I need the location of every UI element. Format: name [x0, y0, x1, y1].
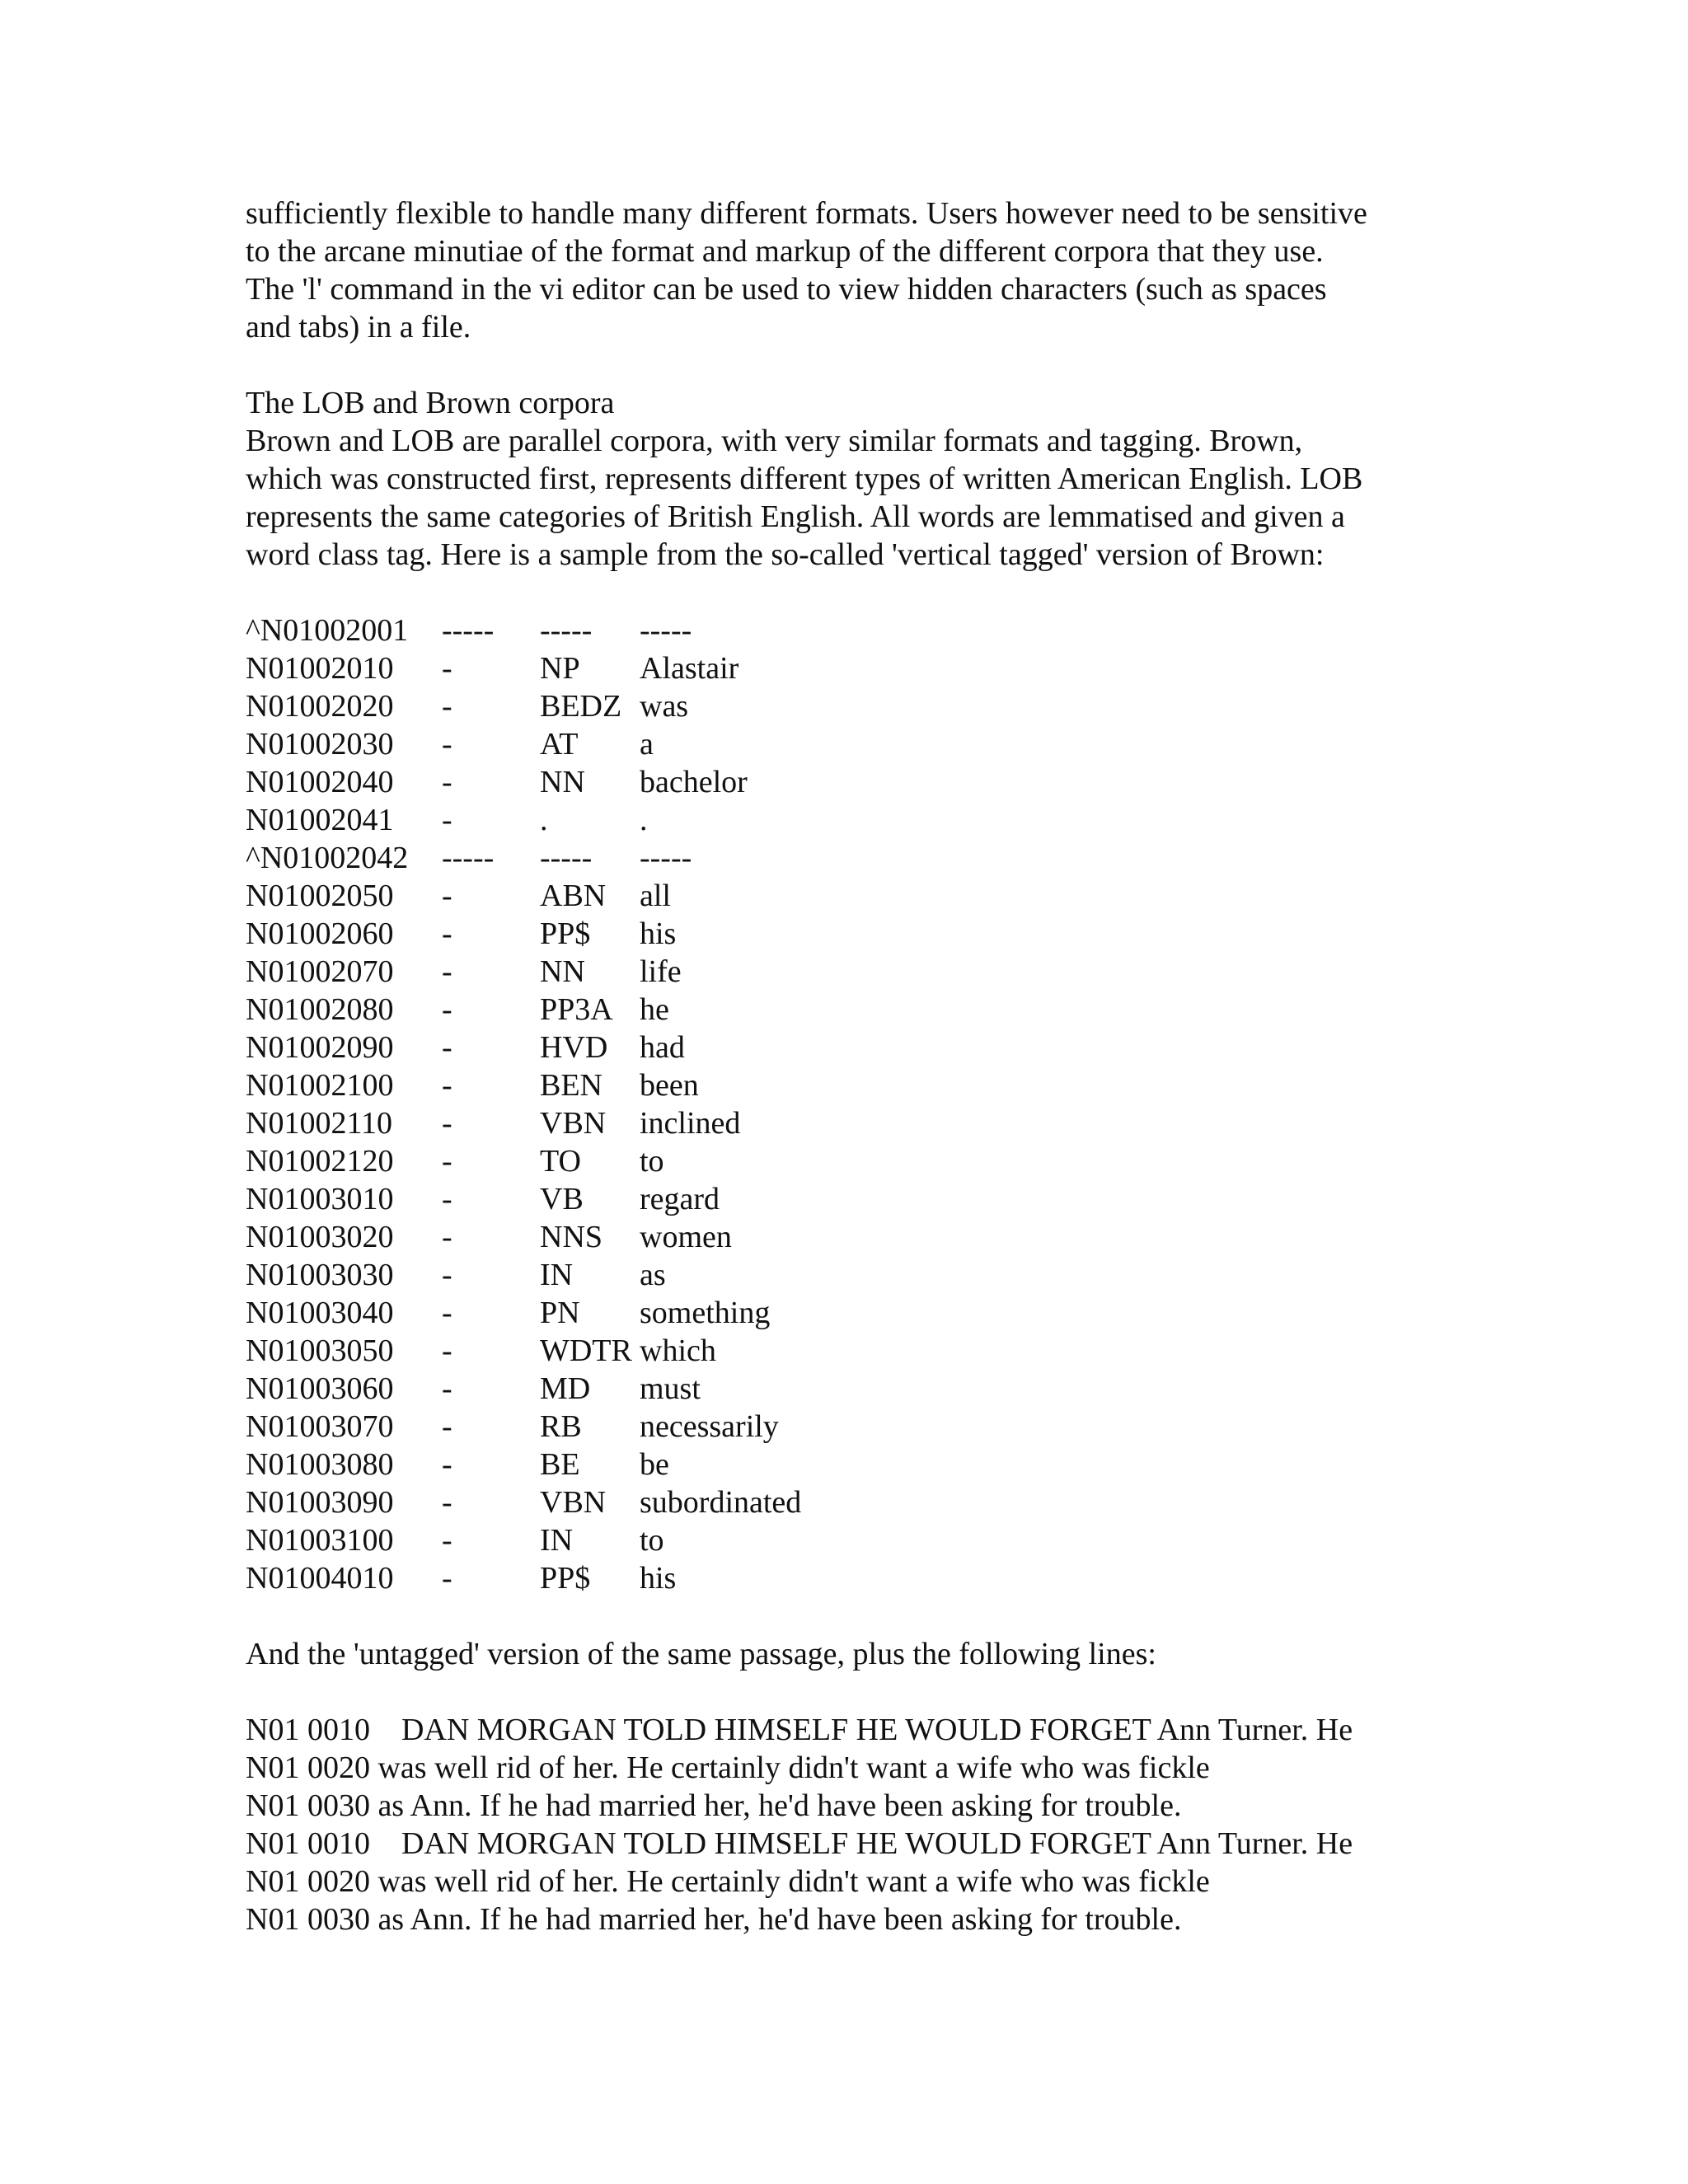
reference-code: N01002080: [246, 992, 394, 1027]
vertical-row: [246, 763, 1449, 801]
untagged-intro: And the 'untagged' version of the same passage, plus the following lines:: [246, 1637, 1156, 1671]
text-line: which was constructed first, represents different types of written American English. LOB: [246, 462, 1363, 496]
untagged-line: N01 0030 as Ann. If he had married her, he'd have been asking for trouble.: [246, 1902, 1182, 1937]
marker: -: [442, 1220, 452, 1254]
pos-tag: PP3A: [540, 992, 613, 1027]
marker: -: [442, 689, 452, 724]
vertical-row: [246, 1408, 1449, 1446]
word: must: [640, 1371, 701, 1406]
marker: -----: [442, 613, 495, 648]
marker: -: [442, 727, 452, 762]
reference-code: N01003100: [246, 1523, 394, 1558]
pos-tag: WDTR: [540, 1333, 632, 1368]
text-line: and tabs) in a file.: [246, 310, 471, 344]
section-heading: The LOB and Brown corpora: [246, 386, 615, 420]
word: be: [640, 1447, 669, 1482]
reference-code: N01003060: [246, 1371, 394, 1406]
text-line: The 'l' command in the vi editor can be used to view hidden characters (such as spaces: [246, 272, 1327, 307]
reference-code: N01002040: [246, 765, 394, 799]
marker: -----: [442, 841, 495, 875]
paragraph-gap: [246, 1597, 1449, 1635]
marker: -: [442, 1030, 452, 1065]
vertical-row: [246, 687, 1449, 725]
marker: -: [442, 1523, 452, 1558]
word: bachelor: [640, 765, 748, 799]
marker: -: [442, 1068, 452, 1103]
reference-code: ^N01002001: [246, 613, 409, 648]
text-line: sufficiently flexible to handle many different formats. Users however need to be sensitive: [246, 196, 1367, 231]
marker: -: [442, 1144, 452, 1179]
reference-code: N01003090: [246, 1485, 394, 1520]
word: his: [640, 1561, 677, 1596]
vertical-row: [246, 1332, 1449, 1370]
word: to: [640, 1523, 664, 1558]
word: Alastair: [640, 651, 739, 686]
word: subordinated: [640, 1485, 802, 1520]
vertical-row: [246, 1370, 1449, 1408]
vertical-row: [246, 1256, 1449, 1294]
untagged-line: N01 0020 was well rid of her. He certainly didn't want a wife who was fickle: [246, 1750, 1210, 1785]
vertical-row: [246, 991, 1449, 1029]
reference-code: N01002070: [246, 954, 394, 989]
text-line: word class tag. Here is a sample from the so-called 'vertical tagged' version of Brown:: [246, 537, 1325, 572]
reference-code: ^N01002042: [246, 841, 409, 875]
word: all: [640, 879, 671, 913]
pos-tag: IN: [540, 1258, 574, 1292]
pos-tag: ABN: [540, 879, 607, 913]
vertical-row: [246, 1483, 1449, 1521]
pos-tag: BEN: [540, 1068, 603, 1103]
paragraph-gap: [246, 346, 1449, 384]
marker: -: [442, 992, 452, 1027]
reference-code: N01002120: [246, 1144, 394, 1179]
word: a: [640, 727, 654, 762]
reference-code: N01003080: [246, 1447, 394, 1482]
marker: -: [442, 1333, 452, 1368]
pos-tag: RB: [540, 1409, 582, 1444]
marker: -: [442, 651, 452, 686]
pos-tag: NNS: [540, 1220, 603, 1254]
marker: -: [442, 765, 452, 799]
reference-code: N01003050: [246, 1333, 394, 1368]
reference-code: N01002020: [246, 689, 394, 724]
word: been: [640, 1068, 699, 1103]
vertical-row: [246, 612, 1449, 649]
pos-tag: HVD: [540, 1030, 608, 1065]
marker: -: [442, 1258, 452, 1292]
vertical-row: [246, 1559, 1449, 1597]
pos-tag: AT: [540, 727, 579, 762]
paragraph-gap: [246, 574, 1449, 612]
pos-tag: NN: [540, 954, 585, 989]
word: .: [640, 803, 648, 837]
reference-code: N01003070: [246, 1409, 394, 1444]
vertical-row: [246, 1029, 1449, 1066]
vertical-tagged-sample: [246, 612, 1449, 1597]
untagged-sample: [246, 1711, 1449, 1938]
word: women: [640, 1220, 732, 1254]
pos-tag: IN: [540, 1523, 574, 1558]
vertical-row: [246, 877, 1449, 915]
reference-code: N01002100: [246, 1068, 394, 1103]
vertical-row: [246, 649, 1449, 687]
pos-tag: NP: [540, 651, 580, 686]
vertical-row: [246, 839, 1449, 877]
text-line: Brown and LOB are parallel corpora, with very similar formats and tagging. Brown,: [246, 424, 1303, 458]
word: something: [640, 1296, 771, 1330]
pos-tag: BE: [540, 1447, 580, 1482]
marker: -: [442, 1182, 452, 1216]
vertical-row: [246, 1066, 1449, 1104]
word: his: [640, 916, 677, 951]
word: -----: [640, 613, 692, 648]
marker: -: [442, 916, 452, 951]
marker: -: [442, 1447, 452, 1482]
word: which: [640, 1333, 716, 1368]
reference-code: N01003030: [246, 1258, 394, 1292]
pos-tag: PP$: [540, 916, 591, 951]
untagged-line: N01 0020 was well rid of her. He certainly didn't want a wife who was fickle: [246, 1864, 1210, 1899]
marker: -: [442, 1371, 452, 1406]
intro-paragraph: [246, 194, 1449, 346]
word: regard: [640, 1182, 720, 1216]
vertical-row: [246, 1218, 1449, 1256]
vertical-row: [246, 1294, 1449, 1332]
reference-code: N01004010: [246, 1561, 394, 1596]
pos-tag: VB: [540, 1182, 584, 1216]
untagged-line: N01 0010 DAN MORGAN TOLD HIMSELF HE WOULD FORGET Ann Turner. He: [246, 1713, 1353, 1747]
vertical-row: [246, 1180, 1449, 1218]
reference-code: N01003040: [246, 1296, 394, 1330]
vertical-row: [246, 1142, 1449, 1180]
marker: -: [442, 1485, 452, 1520]
pos-tag: PP$: [540, 1561, 591, 1596]
reference-code: N01003020: [246, 1220, 394, 1254]
marker: -: [442, 1561, 452, 1596]
marker: -: [442, 1409, 452, 1444]
reference-code: N01002060: [246, 916, 394, 951]
word: necessarily: [640, 1409, 779, 1444]
pos-tag: NN: [540, 765, 585, 799]
word: was: [640, 689, 689, 724]
text-line: to the arcane minutiae of the format and markup of the different corpora that they use.: [246, 234, 1324, 269]
paragraph-gap: [246, 1673, 1449, 1711]
reference-code: N01002041: [246, 803, 394, 837]
untagged-line: N01 0010 DAN MORGAN TOLD HIMSELF HE WOULD FORGET Ann Turner. He: [246, 1826, 1353, 1861]
vertical-row: [246, 1104, 1449, 1142]
document-page: [246, 194, 1449, 1938]
pos-tag: .: [540, 803, 548, 837]
vertical-row: [246, 1446, 1449, 1483]
word: to: [640, 1144, 664, 1179]
pos-tag: PN: [540, 1296, 580, 1330]
reference-code: N01002010: [246, 651, 394, 686]
reference-code: N01002110: [246, 1106, 393, 1141]
marker: -: [442, 803, 452, 837]
untagged-line: N01 0030 as Ann. If he had married her, he'd have been asking for trouble.: [246, 1788, 1182, 1823]
vertical-row: [246, 915, 1449, 953]
pos-tag: -----: [540, 841, 593, 875]
pos-tag: TO: [540, 1144, 581, 1179]
pos-tag: BEDZ: [540, 689, 622, 724]
vertical-row: [246, 725, 1449, 763]
pos-tag: VBN: [540, 1106, 607, 1141]
marker: -: [442, 879, 452, 913]
vertical-row: [246, 953, 1449, 991]
marker: -: [442, 1296, 452, 1330]
word: had: [640, 1030, 685, 1065]
reference-code: N01002050: [246, 879, 394, 913]
pos-tag: VBN: [540, 1485, 607, 1520]
marker: -: [442, 954, 452, 989]
word: as: [640, 1258, 666, 1292]
marker: -: [442, 1106, 452, 1141]
word: inclined: [640, 1106, 741, 1141]
word: -----: [640, 841, 692, 875]
word: he: [640, 992, 669, 1027]
text-line: represents the same categories of British English. All words are lemmatised and given a: [246, 499, 1345, 534]
reference-code: N01002090: [246, 1030, 394, 1065]
section-brown-lob: [246, 384, 1449, 574]
reference-code: N01002030: [246, 727, 394, 762]
reference-code: N01003010: [246, 1182, 394, 1216]
vertical-row: [246, 801, 1449, 839]
word: life: [640, 954, 682, 989]
vertical-row: [246, 1521, 1449, 1559]
pos-tag: MD: [540, 1371, 591, 1406]
pos-tag: -----: [540, 613, 593, 648]
